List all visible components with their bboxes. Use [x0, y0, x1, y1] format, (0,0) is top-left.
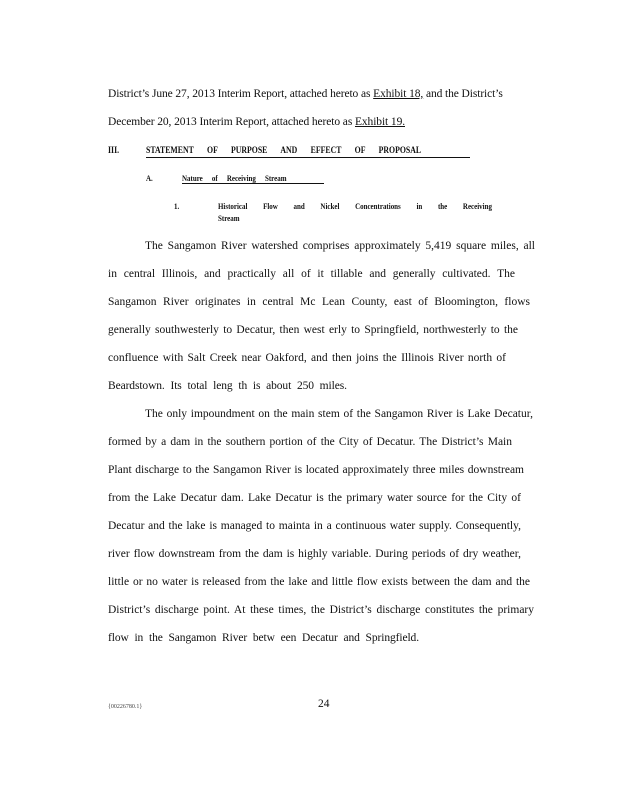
- para2-line-7: little or no water is released from the lake and little flow exists between the dam and the: [108, 576, 530, 588]
- section-title-underline: [146, 157, 470, 158]
- para2-line-5: Decatur and the lake is managed to mainta in a continuous water supply. Consequently,: [108, 520, 521, 532]
- intro-line-1: [108, 88, 503, 100]
- para2-line-3: Plant discharge to the Sangamon River is located approximately three miles downstream: [108, 464, 524, 476]
- item-number: 1.: [174, 201, 180, 211]
- exhibit-18-link: Exhibit 18,: [373, 88, 424, 100]
- para2-line-6: river flow downstream from the dam is highly variable. During periods of dry weather,: [108, 548, 521, 560]
- item-title-line-2: Stream: [218, 213, 240, 223]
- para1-line-5: confluence with Salt Creek near Oakford, and then joins the Illinois River north of: [108, 352, 506, 364]
- intro-line-2-text: December 20, 2013 Interim Report, attached hereto as: [108, 116, 353, 128]
- para1-line-3: Sangamon River originates in central Mc Lean County, east of Bloomington, flows: [108, 296, 530, 308]
- exhibit-19-link: Exhibit 19.: [354, 116, 405, 128]
- para1-line-4: generally southwesterly to Decatur, then west erly to Springfield, northwesterly to the: [108, 324, 518, 336]
- subsection-title-underline: [182, 183, 324, 184]
- subsection-title: Nature of Receiving Stream: [182, 173, 287, 183]
- para2-line-1: The only impoundment on the main stem of the Sangamon River is Lake Decatur,: [145, 408, 533, 420]
- intro-line-2: [108, 116, 405, 128]
- para2-line-9: flow in the Sangamon River betw een Decatur and Springfield.: [108, 632, 419, 644]
- intro-line-1-text: District’s June 27, 2013 Interim Report, attached hereto as: [108, 88, 371, 100]
- section-title: STATEMENT OF PURPOSE AND EFFECT OF PROPOSAL: [146, 146, 422, 156]
- subsection-letter: A.: [146, 173, 153, 183]
- para2-line-8: District’s discharge point. At these times, the District’s discharge constitutes the primary: [108, 604, 534, 616]
- para1-line-2: in central Illinois, and practically all of it tillable and generally cultivated. The: [108, 268, 515, 280]
- document-id: {00226780.1}: [108, 704, 143, 710]
- para2-line-4: from the Lake Decatur dam. Lake Decatur is the primary water source for the City of: [108, 492, 521, 504]
- intro-line-1-tail: and the District’s: [425, 88, 503, 100]
- item-title-line-1: Historical Flow and Nickel Concentrations in the Receiving: [218, 201, 492, 211]
- section-number: III.: [108, 146, 120, 156]
- para1-line-6: Beardstown. Its total leng th is about 250 miles.: [108, 380, 347, 392]
- para2-line-2: formed by a dam in the southern portion of the City of Decatur. The District’s Main: [108, 436, 512, 448]
- page-number: 24: [318, 698, 330, 710]
- para1-line-1: The Sangamon River watershed comprises approximately 5,419 square miles, all: [145, 240, 535, 252]
